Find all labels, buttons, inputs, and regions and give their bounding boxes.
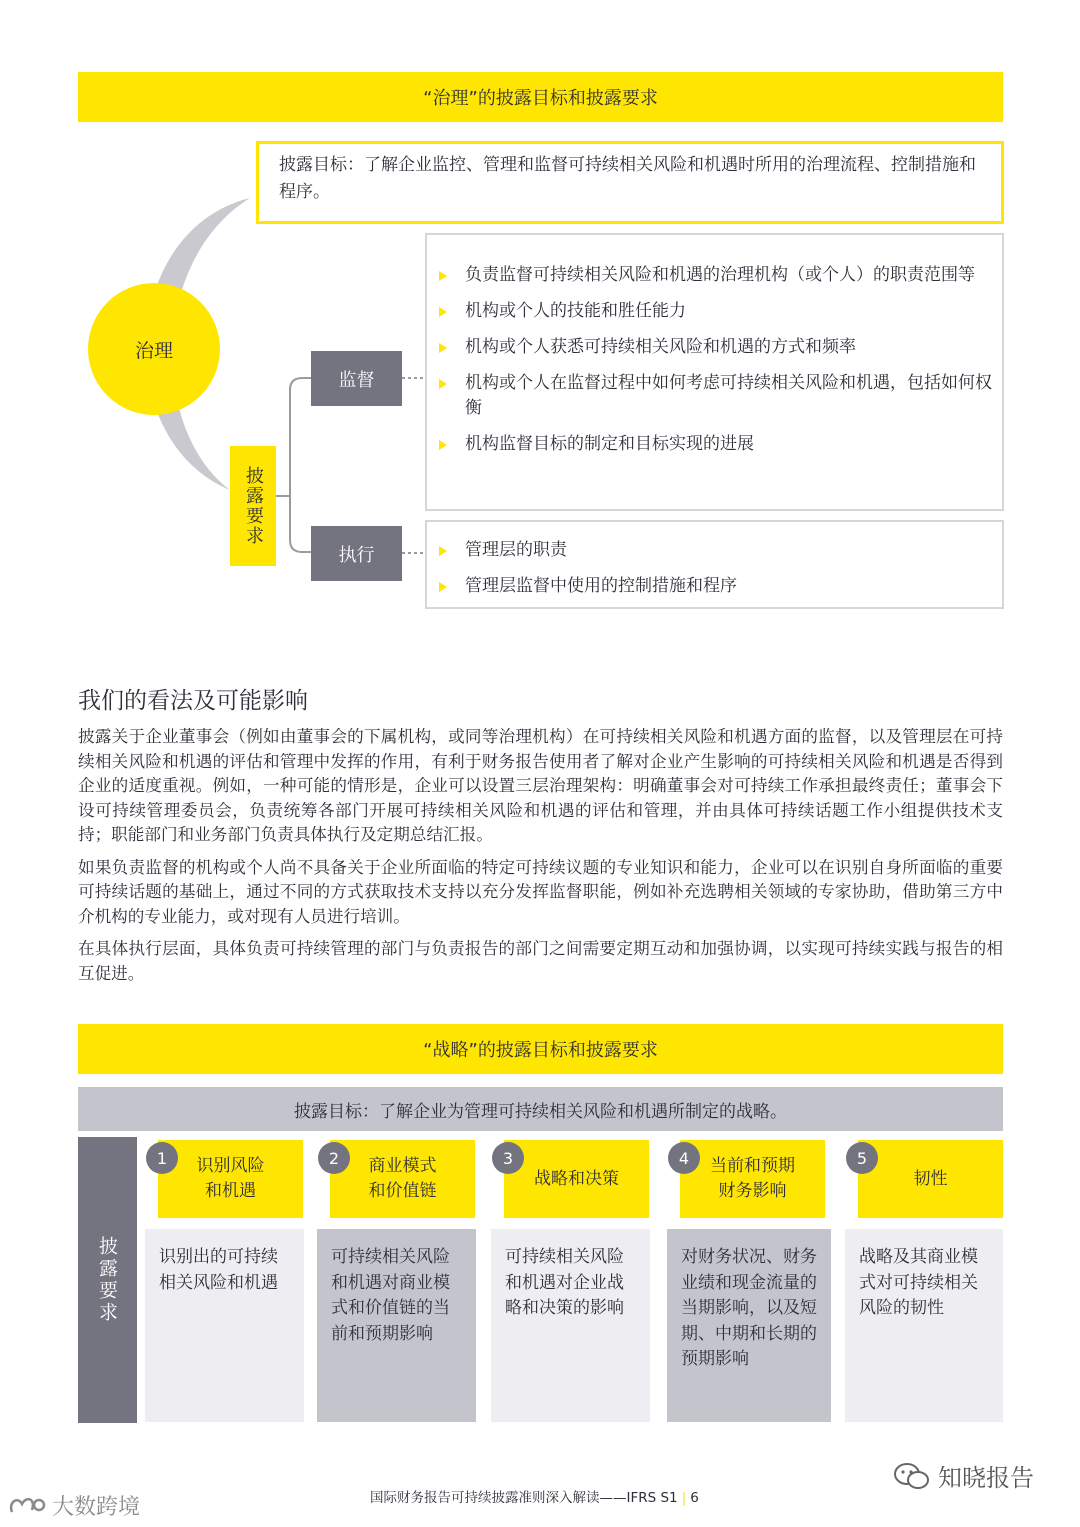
list-item: 机构或个人在监督过程中如何考虑可持续相关风险和机遇，包括如何权衡 [427, 371, 1002, 421]
watermark-right [892, 1458, 1034, 1493]
governance-banner [78, 72, 1003, 122]
execution-dash-line [402, 545, 426, 561]
strategy-col-title: 当前和预期 财务影响 [680, 1140, 825, 1218]
governance-circle [88, 283, 220, 415]
execution-label: 执行 [338, 544, 375, 566]
strategy-goal-box [78, 1087, 1003, 1131]
bullet-triangle-icon [439, 271, 447, 281]
strategy-col-body: 对财务状况、财务业绩和现金流量的当期影响，以及短期、中期和长期的预期影响 [667, 1229, 831, 1422]
strategy-col-number: 5 [846, 1142, 878, 1174]
oversight-dash-line [402, 370, 426, 386]
bullet-triangle-icon [439, 379, 447, 389]
strategy-col-number: 2 [318, 1142, 350, 1174]
connector-lines [276, 370, 316, 560]
bullet-triangle-icon [439, 307, 447, 317]
watermark-right-text: 知晓报告 [938, 1464, 1034, 1492]
views-body [78, 725, 1003, 994]
execution-list-box [425, 520, 1004, 609]
strategy-col-body: 可持续相关风险和机遇对商业模式和价值链的当前和预期影响 [317, 1229, 476, 1422]
strategy-col-title: 战略和决策 [504, 1140, 649, 1218]
page-number: 6 [690, 1490, 699, 1506]
views-title: 我们的看法及可能影响 [78, 688, 308, 714]
oversight-list-box [425, 233, 1004, 511]
strategy-banner-title: “战略”的披露目标和披露要求 [423, 1040, 658, 1061]
views-paragraph: 披露关于企业董事会（例如由董事会的下属机构，或同等治理机构）在可持续相关风险和机遇方面的监督，以及管理层在可持续相关风险和机遇的评估和管理中发挥的作用，有利于财务报告使用者了解对企业产生影响的可持续相关风险和机遇是否得到企业的适度重视。例如，一种可能的情形是，企业可以设置三层治理架构：明确董事会对可持续工作承担最终责任；董事会下设可持续管理委员会，负责统筹各部门开展可持续相关风险和机遇的评估和管理，并由具体可持续话题工作小组提供技术支持；职能部门和业务部门负责具体执行及定期总结汇报。 [78, 727, 1003, 844]
footer [370, 1486, 699, 1506]
strategy-col-body: 可持续相关风险和机遇对企业战略和决策的影响 [491, 1229, 650, 1422]
bullet-triangle-icon [439, 343, 447, 353]
views-paragraph: 在具体执行层面，具体负责可持续管理的部门与负责报告的部门之间需要定期互动和加强协调，以实现可持续实践与报告的相互促进。 [78, 939, 1003, 983]
governance-goal-box [256, 141, 1004, 224]
list-item: 管理层的职责 [427, 538, 1002, 563]
bullet-triangle-icon [439, 440, 447, 450]
list-item: 机构监督目标的制定和目标实现的进展 [427, 432, 1002, 457]
watermark-logo-icon [6, 1492, 48, 1520]
execution-box [311, 526, 402, 581]
views-paragraph: 如果负责监督的机构或个人尚不具备关于企业所面临的特定可持续议题的专业知识和能力，企业可以在识别自身所面临的重要可持续话题的基础上，通过不同的方式获取技术支持以充分发挥监督职能，例如补充选聘相关领域的专家协助，借助第三方中介机构的专业能力，或对现有人员进行培训。 [78, 857, 1003, 926]
strategy-col-body: 识别出的可持续相关风险和机遇 [145, 1229, 304, 1422]
list-item: 机构或个人获悉可持续相关风险和机遇的方式和频率 [427, 335, 1002, 360]
strategy-banner [78, 1024, 1003, 1074]
strategy-goal-text: 披露目标：了解企业为管理可持续相关风险和机遇所制定的战略。 [294, 1101, 787, 1122]
governance-banner-title: “治理”的披露目标和披露要求 [423, 88, 658, 109]
strategy-side-label-text: 披露要求 [96, 1236, 118, 1324]
list-item: 负责监督可持续相关风险和机遇的治理机构（或个人）的职责范围等 [427, 263, 1002, 288]
strategy-side-label [78, 1137, 137, 1423]
strategy-col-title: 商业模式 和价值链 [330, 1140, 475, 1218]
bullet-triangle-icon [439, 582, 447, 592]
strategy-col-number: 1 [146, 1142, 178, 1174]
strategy-col-body: 战略及其商业模式对可持续相关风险的韧性 [845, 1229, 1003, 1422]
oversight-box [311, 351, 402, 406]
footer-title: 国际财务报告可持续披露准则深入解读——IFRS S1 [370, 1490, 678, 1506]
bullet-triangle-icon [439, 546, 447, 556]
oversight-label: 监督 [338, 369, 375, 391]
list-item: 机构或个人的技能和胜任能力 [427, 299, 1002, 324]
governance-goal-text: 披露目标：了解企业监控、管理和监督可持续相关风险和机遇时所用的治理流程、控制措施和程序。 [279, 155, 976, 202]
requirement-label [230, 446, 276, 566]
strategy-col-number: 4 [668, 1142, 700, 1174]
requirement-label-text: 披露要求 [243, 466, 264, 546]
watermark-left [6, 1490, 140, 1521]
footer-divider: | [681, 1490, 687, 1506]
strategy-col-title: 韧性 [858, 1140, 1003, 1218]
governance-circle-label: 治理 [134, 339, 173, 362]
oversight-list [427, 263, 1002, 457]
strategy-col-number: 3 [492, 1142, 524, 1174]
watermark-left-text: 大数跨境 [52, 1495, 141, 1520]
execution-list [427, 538, 1002, 599]
list-item: 管理层监督中使用的控制措施和程序 [427, 574, 1002, 599]
strategy-col-title: 识别风险 和机遇 [158, 1140, 303, 1218]
wechat-icon [892, 1460, 932, 1492]
